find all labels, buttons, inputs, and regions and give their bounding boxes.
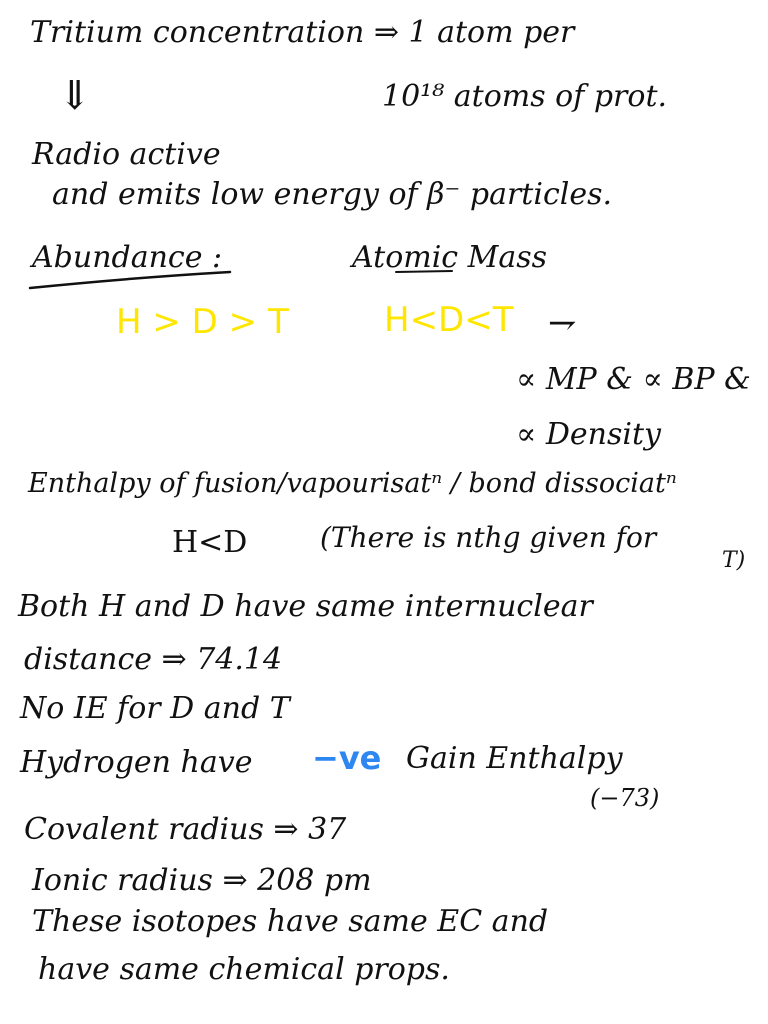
down-arrow: ⇓ [58, 73, 92, 119]
distance-line: distance ⇒ 74.14 [24, 642, 283, 677]
radioactive-line: Radio active [32, 137, 221, 172]
mass-order: H<D<T [384, 300, 514, 340]
covalent-radius-line: Covalent radius ⇒ 37 [24, 812, 347, 847]
atomic-mass-label: Atomic Mass [352, 240, 548, 275]
chemical-props-line: have same chemical props. [38, 952, 450, 987]
no-ie-line: No IE for D and T [20, 691, 290, 726]
isotopes-line: These isotopes have same EC and [32, 904, 549, 939]
density-line: ∝ Density [516, 417, 661, 452]
tritium-concentration-continued: 10¹⁸ atoms of prot. [382, 79, 668, 114]
h-less-d: H<D [172, 525, 248, 560]
tritium-concentration-line: Tritium concentration ⇒ 1 atom per [30, 15, 575, 50]
gain-enthalpy-value: (−73) [590, 784, 660, 812]
nothing-given-t: T) [722, 548, 746, 573]
hydrogen-have-text: Hydrogen have [20, 745, 253, 780]
gain-enthalpy-text: Gain Enthalpy [406, 741, 623, 776]
ionic-radius-line: Ionic radius ⇒ 208 pm [32, 863, 372, 898]
emits-beta-line: and emits low energy of β⁻ particles. [52, 177, 613, 212]
mass-order-arrow: ⇁ [548, 303, 577, 343]
negative-ve-text: −ve [312, 739, 382, 777]
abundance-underline [30, 272, 230, 288]
enthalpy-line: Enthalpy of fusion/vapourisatⁿ / bond dissociatⁿ [28, 468, 677, 499]
internuclear-line: Both H and D have same internuclear [18, 589, 593, 624]
nothing-given-note: (There is nthg given for [320, 521, 657, 554]
mp-bp-line: ∝ MP & ∝ BP & [516, 362, 751, 397]
abundance-order: H > D > T [116, 302, 289, 342]
abundance-label: Abundance : [32, 240, 223, 275]
atomic-underline [396, 271, 452, 272]
